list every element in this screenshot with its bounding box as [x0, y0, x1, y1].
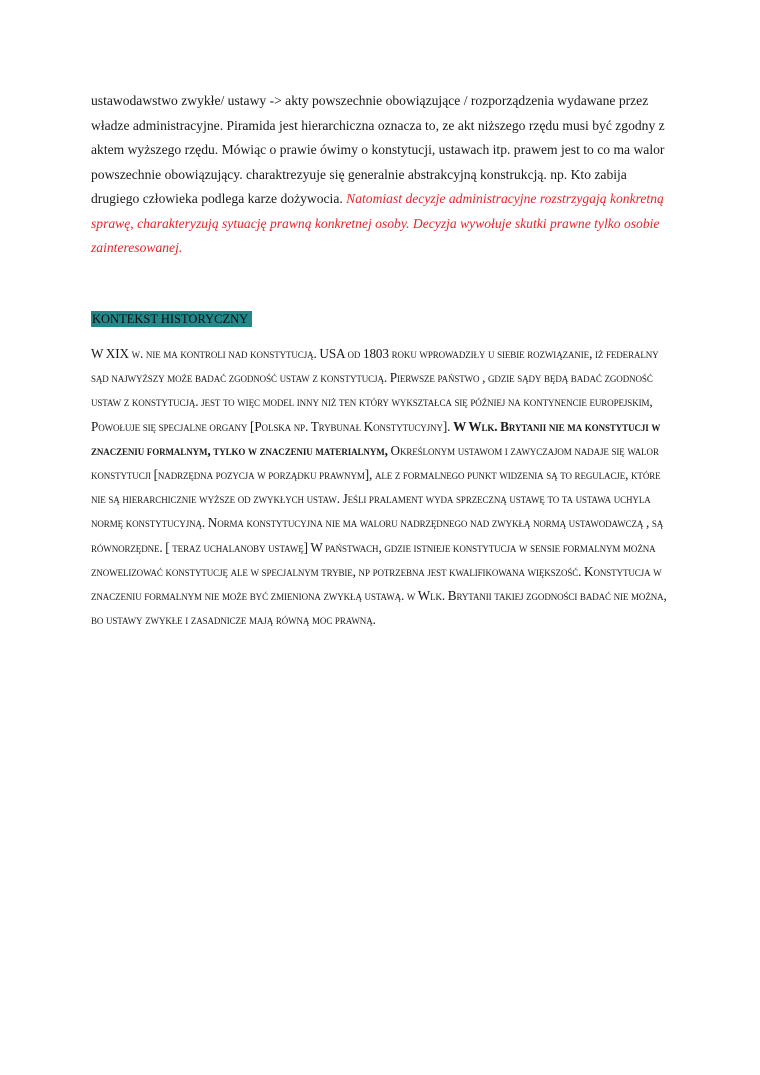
section-heading — [91, 309, 252, 329]
paragraph-2-text-before: W XIX w. nie ma kontroli nad konstytucją. USA od 1803 roku wprowadziły u siebie rozwiązanie, iż federalny sąd najwyższy może badać zgodność ustaw z konstytucją. Pierwsze państwo , gdzie sądy będą badać zgodność ustaw z konstytucją. jest to więc model inny niż ten który wykształca się później na kontynencie europejskim, Powołuje się specjalne organy [Polska np. Trybunał Konstytucyjny]. — [91, 346, 659, 434]
paragraph-2-bold-text: W Wlk. Brytanii nie ma konstytucji w znaczeniu formalnym, tylko w znaczeniu materialnym, — [91, 418, 661, 458]
section-heading-highlight: KONTEKST HISTORYCZNY — [91, 311, 252, 327]
paragraph-historical-context — [91, 342, 673, 632]
paragraph-2-text-after: Określonym ustawom i zawyczajom nadaje się walor konstytucji [nadrzędna pozycja w porządku prawnym], ale z formalnego punkt widzenia są to regulacje, które nie są hierarchicznie wyższe od zwykłych ustaw. Jeśli pralament wyda sprzeczną ustawę to ta ustawa uchyla normę konstytucyjną. Norma konstytucyjna nie ma waloru nadrzędnego nad zwykłą normą ustawodawczą , są równorzędne. [ teraz uchalanoby ustawę] W państwach, gdzie istnieje konstytucja w sensie formalnym można znowelizować konstytucję ale w specjalnym trybie, np potrzebna jest kwalifikowana większość. Konstytucja w znaczeniu formalnym nie może być zmieniona zwykłą ustawą. w Wlk. Brytanii takiej zgodności badać nie można, bo ustawy zwykłe i zasadnicze mają równą moc prawną. — [91, 442, 667, 628]
paragraph-1-text: ustawodawstwo zwykłe/ ustawy -> akty powszechnie obowiązujące / rozporządzenia wydawane przez władze administracyjne. Piramida jest hierarchiczna oznacza to, ze akt niższego rzędu musi być zgodny z aktem wyższego rzędu. Mówiąc o prawie ówimy o konstytucji, ustawach itp. prawem jest to co ma walor powszechnie obowiązujący. charaktrezyuje się generalnie abstrakcyjną konstrukcją. np. Kto zabija drugiego człowieka podlega karze dożywocia. — [91, 93, 665, 206]
paragraph-1-red-text: Natomiast decyzje administracyjne rozstrzygają konkretną sprawę, charakteryzują sytuację prawną konkretnej osoby. Decyzja wywołuje skutki prawne tylko osobie zainteresowanej. — [91, 191, 664, 255]
paragraph-hierarchy-of-acts — [91, 89, 671, 261]
